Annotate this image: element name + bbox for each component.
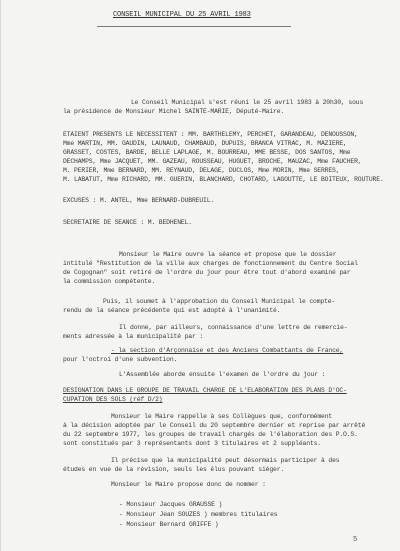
section-heading-line-1: DESIGNATION DANS LE GROUPE DE TRAVAIL CHARGE DE L'ELABORATION DES PLANS D'OC- <box>63 387 347 394</box>
present-line-2: Mme MARTIN, MM. GAUDIN, LAUNAUD, CHAMBAUD, DUPUIS, BRANCA VITRAC, M. MAZIERE, <box>63 140 347 147</box>
para1-line-3: de Cogognan" soit retiré de l'ordre du jour pour être tout d'abord examiné par <box>63 269 351 276</box>
present-line-4: DECHAMPS, Mme JACQUET, MM. GAZEAU, ROUSSEAU, HUGUET, BROCHE, MAUZAC, Mme FAUCHER, <box>63 158 362 165</box>
document-title: CONSEIL MUNICIPAL DU 25 AVRIL 1983 <box>113 11 251 19</box>
para1-line-2: intitulé "Restitution de la ville aux charges de fonctionnement du Centre Social <box>63 260 358 267</box>
secretary-line: SECRETAIRE DE SEANCE : M. BEDHENEL. <box>63 219 192 226</box>
para4-line-3: du 22 septembre 1977, les groupes de travail chargés de l'élaboration des P.O.S. <box>63 431 358 438</box>
title-underline <box>97 26 291 27</box>
intro-line-2: la présidence de Monsieur Michel SAINTE-MARIE, Député-Maire. <box>63 108 285 115</box>
present-line-3: GRASSET, COSTES, BARDE, BELLE LAPLAGE, M. BOURREAU, MME BESSE, DOS SANTOS, Mme <box>63 149 351 156</box>
present-line-1: ETAIENT PRESENTS LE NECESSITENT : MM. BARTHELEMY, PERCHET, GARANDEAU, DENOUSSON, <box>63 131 358 138</box>
para1-line-1: Monsieur le Maire ouvre la séance et propose que le dossier <box>119 251 337 258</box>
para3-line-2: ments adressée à la municipalité par : <box>63 333 204 340</box>
para2-line-1: Puis, il soumet à l'approbation du Conseil Municipal le compte- <box>103 298 336 305</box>
intro-line-1: Le Conseil Municipal s'est réuni le 25 avril 1983 à 20h30, sous <box>131 99 364 106</box>
para3-line-1: Il donne, par ailleurs, connaissance d'une lettre de remercie- <box>119 324 348 331</box>
para4-line-4: sont constitués par 3 représentants dont 3 titulaires et 2 suppléants. <box>63 440 321 447</box>
agenda-line: L'Assemblée aborde ensuite l'examen de l'ordre du jour : <box>119 371 326 378</box>
para5-line-2: études en vue de la révision, seuls les élus pouvant siéger. <box>63 466 285 473</box>
member-line-2: - Monsieur Jean SOUZES ) membres titulaires <box>119 511 278 518</box>
para1-line-4: la commission compétente. <box>63 278 156 285</box>
para6-line: Monsieur le Maire propose donc de nommer : <box>111 481 266 488</box>
para4-line-2: à la décision adoptée par le Conseil du 20 septembre dernier et reprise par arrêté <box>63 422 366 429</box>
excused-line: EXCUSES : M. ANTEL, Mme BERNARD-DUBREUIL. <box>63 197 215 204</box>
present-line-6: M. LABATUT, Mme RICHARD, MM. GUERIN, BLANCHARD, CHOTARD, LAGOUTTE, LE BOITEUX, ROUTURE. <box>63 176 384 183</box>
member-line-3: - Monsieur Bernard GRIFFE ) <box>119 521 219 528</box>
bullet-line: - la section d'Arçonnaise et des Anciens Combattants de France, <box>111 347 344 354</box>
para4-line-1: Monsieur le Maire rappelle à ses Collègues que, conformément <box>111 413 333 420</box>
member-line-1: - Monsieur Jacques GRAUSSE ) <box>119 501 223 508</box>
section-heading-line-2: CUPATION DES SOLS (réf D/2) <box>63 396 163 403</box>
present-line-5: M. PERIER, Mme BERNARD, MM. REYNAUD, DELAGE, DUCLOS, Mme MORIN, Mme SERRES, <box>63 167 340 174</box>
para5-line-1: Il précise que la municipalité peut désormais participer à des <box>111 457 340 464</box>
bullet-continuation: pour l'octroi d'une subvention. <box>63 356 178 363</box>
page-number: 5 <box>353 536 358 544</box>
para2-line-2: rendu de la séance précédente qui est adopté à l'unanimité. <box>63 307 281 314</box>
